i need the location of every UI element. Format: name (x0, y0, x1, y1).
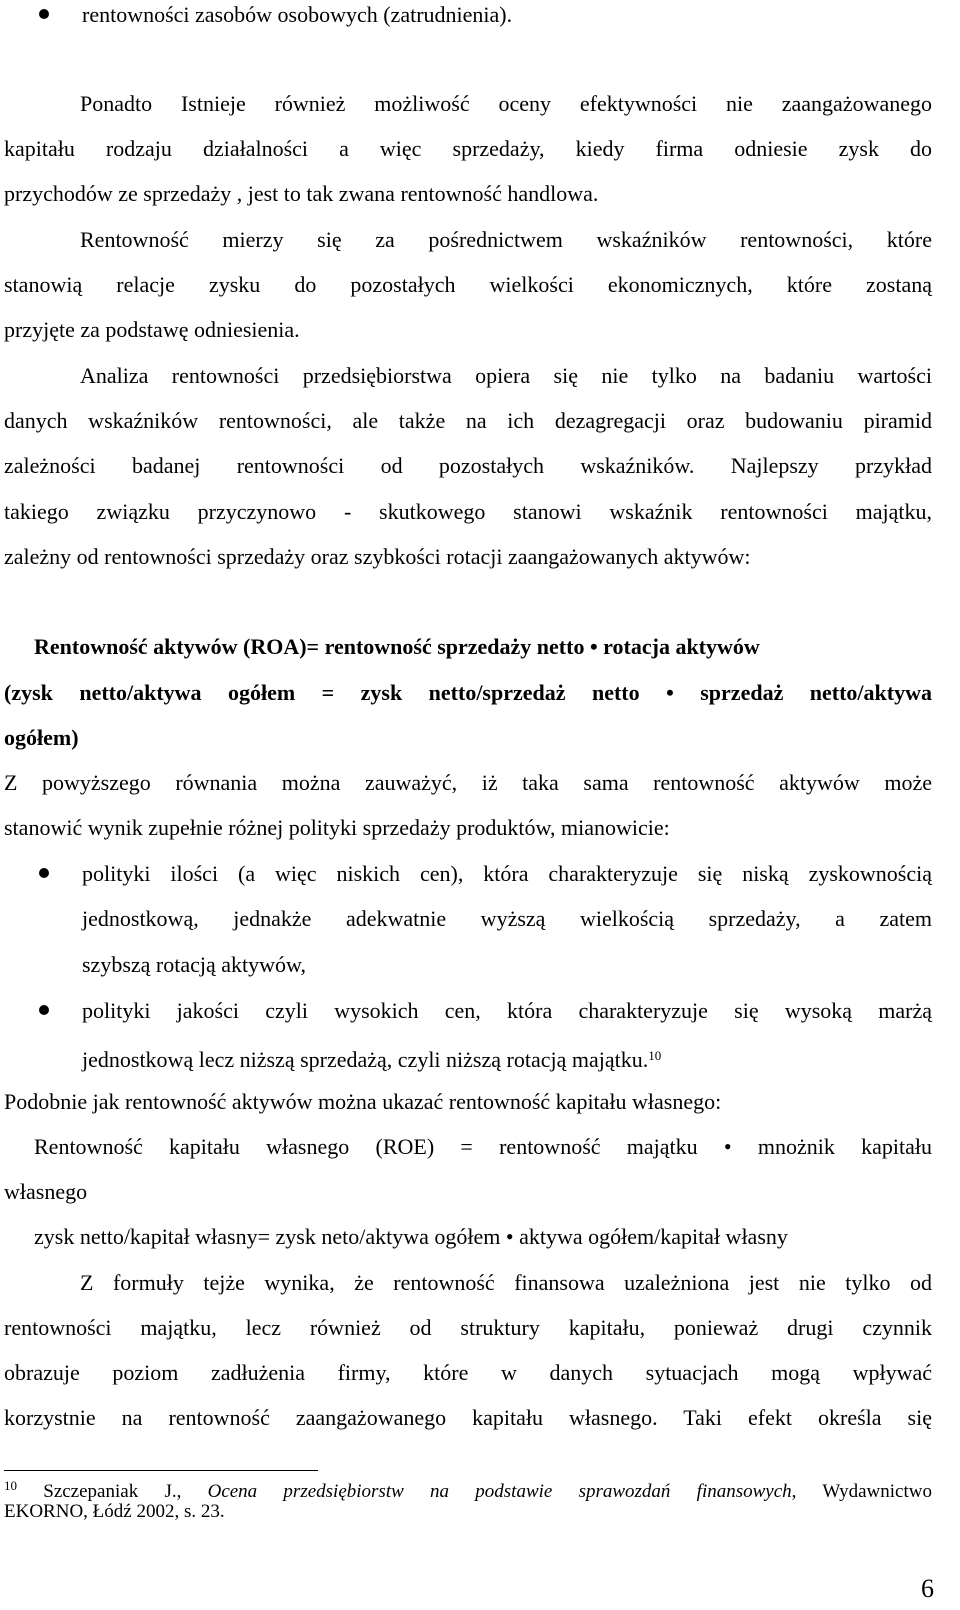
footnote-line: EKORNO, Łódź 2002, s. 23. (4, 1501, 225, 1522)
paragraph-line: przyjęte za podstawę odniesienia. (4, 317, 300, 342)
paragraph-line: takiego związku przyczynowo - skutkowego stanowi wskaźnik rentowności majątku, (4, 499, 932, 524)
formula-roe: Rentowność kapitału własnego (ROE) = rentowność majątku • mnożnik kapitału (34, 1134, 932, 1159)
footnote-line (4, 1473, 932, 1502)
formula-roe-expanded: zysk netto/kapitał własny= zysk neto/aktywa ogółem • aktywa ogółem/kapitał własny (34, 1224, 788, 1249)
bullet-item-text-run: jednostkową lecz niższą sprzedażą, czyli niższą rotacją majątku. (82, 1047, 649, 1072)
paragraph-line: zależności badanej rentowności od pozostałych wskaźników. Najlepszy przykład (4, 453, 932, 478)
footnote-separator (4, 1470, 318, 1471)
bullet-item-text: polityki jakości czyli wysokich cen, która charakteryzuje się wysoką marżą (82, 998, 932, 1023)
paragraph-line: kapitału rodzaju działalności a więc sprzedaży, kiedy firma odniesie zysk do (4, 136, 932, 161)
bullet-item-text (82, 1041, 932, 1071)
bullet-item-text: szybszą rotacją aktywów, (82, 952, 306, 977)
paragraph-line: danych wskaźników rentowności, ale także na ich dezagregacji oraz budowaniu piramid (4, 408, 932, 433)
paragraph-line: rentowności majątku, lecz również od struktury kapitału, ponieważ drugi czynnik (4, 1315, 932, 1340)
bullet-dot (39, 9, 49, 19)
paragraph-line: zależny od rentowności sprzedaży oraz szybkości rotacji zaangażowanych aktywów: (4, 544, 751, 569)
paragraph-line: Z powyższego równania można zauważyć, iż taka sama rentowność aktywów może (4, 770, 932, 795)
paragraph-line: korzystnie na rentowność zaangażowanego kapitału własnego. Taki efekt określa się (4, 1405, 932, 1430)
footnote-title: Ocena przedsiębiorstw na podstawie sprawozdań finansowych (207, 1481, 792, 1502)
formula-roa: Rentowność aktywów (ROA)= rentowność sprzedaży netto • rotacja aktywów (34, 634, 760, 659)
paragraph-line: Z formuły tejże wynika, że rentowność finansowa uzależniona jest nie tylko od (80, 1270, 932, 1295)
paragraph-line: Ponadto Istnieje również możliwość oceny efektywności nie zaangażowanego (80, 91, 932, 116)
paragraph-line: Analiza rentowności przedsiębiorstwa opiera się nie tylko na badaniu wartości (80, 363, 932, 388)
footnote-author: Szczepaniak J., (17, 1481, 208, 1502)
bullet-item-text: polityki ilości (a więc niskich cen), która charakteryzuje się niską zyskownością (82, 861, 932, 886)
footnote-publisher: , Wydawnictwo (791, 1481, 932, 1502)
bullet-dot (39, 868, 49, 878)
page-number: 6 (921, 1574, 934, 1603)
formula-roe-end: własnego (4, 1179, 88, 1204)
paragraph-line: Rentowność mierzy się za pośrednictwem wskaźników rentowności, które (80, 227, 932, 252)
bullet-item-text: jednostkową, jednakże adekwatnie wyższą wielkością sprzedaży, a zatem (82, 906, 932, 931)
paragraph-line: obrazuje poziom zadłużenia firmy, które w danych sytuacjach mogą wpływać (4, 1360, 932, 1385)
formula-roa-expanded-end: ogółem) (4, 725, 79, 750)
bullet-item-text: rentowności zasobów osobowych (zatrudnienia). (82, 2, 513, 27)
bullet-dot (39, 1005, 49, 1015)
paragraph-line: stanowić wynik zupełnie różnej polityki sprzedaży produktów, mianowicie: (4, 815, 670, 840)
paragraph-line: Podobnie jak rentowność aktywów można ukazać rentowność kapitału własnego: (4, 1089, 722, 1114)
paragraph-line: stanowią relacje zysku do pozostałych wielkości ekonomicznych, które zostaną (4, 272, 932, 297)
formula-roa-expanded: (zysk netto/aktywa ogółem = zysk netto/sprzedaż netto • sprzedaż netto/aktywa (4, 680, 932, 705)
paragraph-line: przychodów ze sprzedaży , jest to tak zwana rentowność handlowa. (4, 181, 599, 206)
footnote-reference[interactable]: 10 (648, 1048, 662, 1063)
footnote-mark: 10 (4, 1478, 17, 1493)
